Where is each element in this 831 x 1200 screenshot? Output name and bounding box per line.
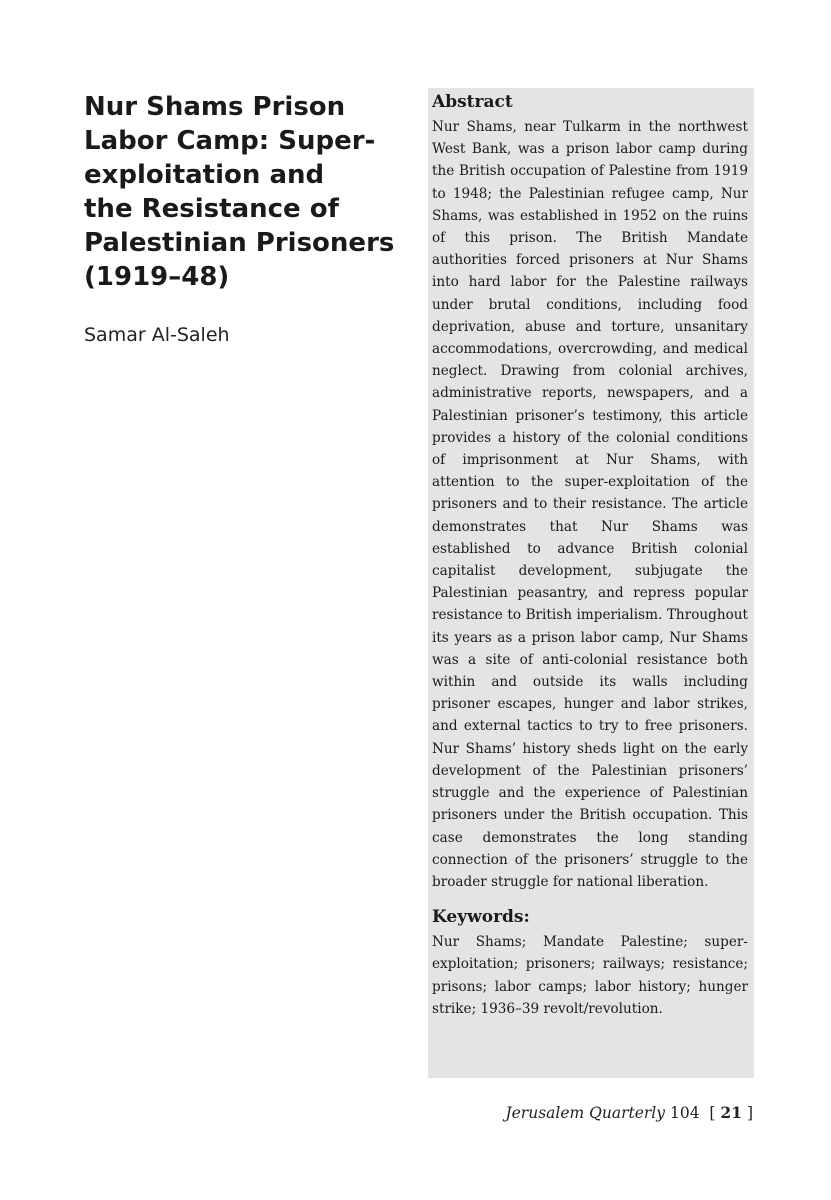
title-line: Palestinian Prisoners: [84, 228, 395, 258]
abstract-text: Nur Shams, near Tulkarm in the northwest West Bank, was a prison labor camp during the British occupation of Palestine from 1919 to 1948; the Palestinian refugee camp, Nur Shams, was established in 1952 on the ruins of this prison. The British Mandate authorities forced prisoners at Nur Shams into hard labor for the Palestine railways under brutal conditions, including food deprivation, abuse and torture, unsanitary accommodations, overcrowding, and medical neglect. Drawing from colonial archives, administrative reports, newspapers, and a Palestinian prisoner’s testimony, this article provides a history of the colonial conditions of imprisonment at Nur Shams, with attention to the super-exploitation of the prisoners and to their resistance. The article demonstrates that Nur Shams was established to advance British colonial capitalist development, subjugate the Palestinian peasantry, and repress popular resistance to British imperialism. Throughout its years as a prison labor camp, Nur Shams was a site of anti-colonial resistance both within and outside its walls including prisoner escapes, hunger and labor strikes, and external tactics to try to free prisoners. Nur Shams’ history sheds light on the early development of the Palestinian prisoners’ struggle and the experience of Palestinian prisoners under the British occupation. This case demonstrates the long standing connection of the prisoners’ struggle to the broader struggle for national liberation.: [432, 119, 748, 890]
page-number: 21: [720, 1103, 742, 1122]
author-name: Samar Al-Saleh: [84, 324, 230, 346]
page-footer: [505, 1103, 753, 1122]
issue-number: 104: [669, 1104, 700, 1122]
journal-name: Jerusalem Quarterly: [505, 1104, 666, 1122]
title-line: Labor Camp: Super-: [84, 126, 376, 156]
title-line: Nur Shams Prison: [84, 92, 346, 122]
article-title: [84, 90, 406, 294]
keywords-text: Nur Shams; Mandate Palestine; super-exploitation; prisoners; railways; resistance; prisons; labor camps; labor history; hunger strike; 1936–39 revolt/revolution.: [432, 934, 748, 1017]
page-bracket-open: [: [709, 1104, 716, 1122]
title-line: exploitation and: [84, 160, 325, 190]
abstract-box: [428, 88, 754, 1078]
keywords-heading: Keywords:: [432, 907, 530, 928]
abstract-heading: Abstract: [432, 92, 513, 112]
page-bracket-close: ]: [746, 1104, 753, 1122]
title-line: the Resistance of: [84, 194, 339, 224]
title-line: (1919–48): [84, 262, 230, 292]
